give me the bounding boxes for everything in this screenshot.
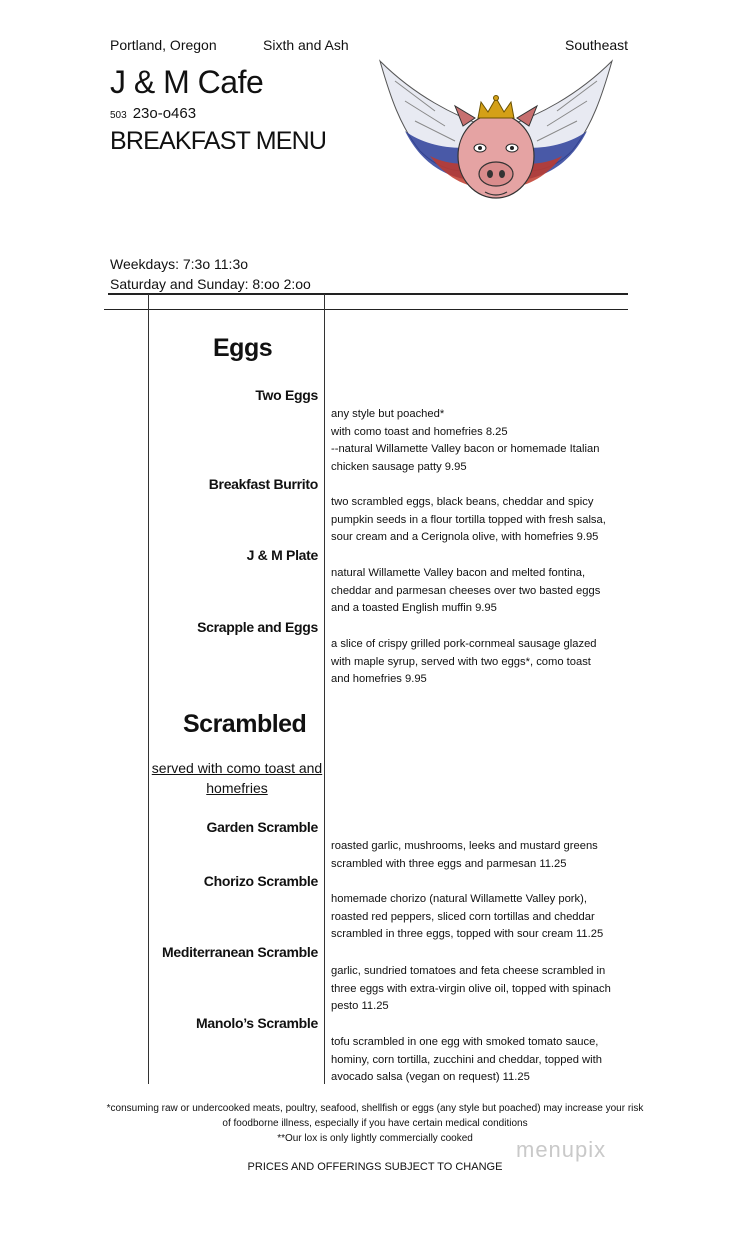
desc-line: garlic, sundried tomatoes and feta cheese scrambled in: [331, 965, 606, 977]
disclaimer-line: of foodborne illness, especially if you have certain medical conditions: [222, 1118, 528, 1129]
desc-line: pesto 11.25: [331, 1000, 389, 1012]
crown-icon: [478, 96, 514, 119]
phone-area-code: 503: [110, 110, 127, 121]
menu-item-name: Chorizo Scramble: [203, 873, 318, 889]
desc-line: roasted garlic, mushrooms, leeks and mustard greens: [331, 840, 598, 852]
header-divider: [108, 293, 628, 295]
lox-note: **Our lox is only lightly commercially cooked: [277, 1133, 473, 1144]
desc-line: any style but poached*: [331, 408, 445, 420]
menu-title: BREAKFAST MENU: [110, 127, 327, 155]
menu-item-name: Garden Scramble: [206, 819, 318, 835]
desc-line: tofu scrambled in one egg with smoked tomato sauce,: [331, 1036, 599, 1048]
center-column-rule: [324, 294, 325, 1084]
menu-item-description: [331, 1034, 621, 1087]
desc-line: sour cream and a Cerignola olive, with homefries 9.95: [331, 531, 599, 543]
cafe-name: J & M Cafe: [110, 64, 264, 100]
menu-item-name: Breakfast Burrito: [208, 476, 318, 492]
menu-item-description: [331, 494, 621, 547]
menu-item-name: Manolo’s Scramble: [196, 1015, 318, 1031]
disclaimer-line: *consuming raw or undercooked meats, poultry, seafood, shellfish or eggs (any style but poached) may increase your risk: [106, 1103, 644, 1114]
flying-pig-logo: [375, 56, 617, 216]
district-label: Southeast: [565, 37, 629, 53]
menu-item-description: [331, 636, 621, 689]
menu-item-name: Mediterranean Scramble: [161, 944, 318, 960]
menu-item-name: Two Eggs: [255, 387, 318, 403]
desc-line: two scrambled eggs, black beans, cheddar and spicy: [331, 496, 594, 508]
desc-line: natural Willamette Valley bacon and melted fontina,: [331, 567, 586, 579]
prices-note: PRICES AND OFFERINGS SUBJECT TO CHANGE: [247, 1161, 503, 1173]
section-note: served with como toast and homefries: [151, 760, 323, 796]
pig-head: [455, 106, 537, 198]
left-column-rule: [148, 294, 149, 1084]
desc-line: roasted red peppers, sliced corn tortillas and cheddar: [331, 910, 595, 923]
phone-number: [110, 105, 196, 122]
menu-item-description: [331, 891, 621, 944]
menu-item-description: [331, 406, 621, 476]
desc-line: pumpkin seeds in a flour tortilla topped with fresh salsa,: [331, 513, 606, 526]
desc-line: hominy, corn tortilla, zucchini and cheddar, topped with: [331, 1053, 602, 1066]
hours-weekdays: Weekdays: 7:3o 11:3o: [110, 256, 249, 272]
desc-line: --natural Willamette Valley bacon or homemade Italian: [331, 443, 600, 455]
menu-item-name: Scrapple and Eggs: [197, 619, 318, 635]
street-label: Sixth and Ash: [263, 37, 349, 53]
watermark: menupix: [516, 1137, 607, 1162]
desc-line: and homefries 9.95: [331, 673, 427, 685]
desc-line: cheddar and parmesan cheeses over two basted eggs: [331, 584, 601, 597]
phone-digits: 23o-o463: [132, 105, 197, 122]
desc-line: with como toast and homefries 8.25: [331, 425, 508, 438]
desc-line: with maple syrup, served with two eggs*, como toast: [331, 655, 591, 668]
menu-item-description: [331, 565, 621, 618]
desc-line: a slice of crispy grilled pork-cornmeal sausage glazed: [331, 638, 597, 650]
desc-line: three eggs with extra-virgin olive oil, topped with spinach: [331, 982, 611, 995]
hours-weekend: Saturday and Sunday: 8:oo 2:oo: [110, 276, 311, 292]
desc-line: avocado salsa (vegan on request) 11.25: [331, 1071, 530, 1083]
menu-item-description: [331, 838, 621, 873]
section-title-eggs: Eggs: [213, 334, 273, 362]
desc-line: and a toasted English muffin 9.95: [331, 602, 497, 614]
section-title-scrambled: Scrambled: [183, 710, 307, 738]
menu-item-name: J & M Plate: [246, 547, 318, 563]
menu-item-description: [331, 963, 621, 1016]
desc-line: chicken sausage patty 9.95: [331, 460, 467, 473]
desc-line: homemade chorizo (natural Willamette Valley pork),: [331, 893, 587, 905]
city-label: Portland, Oregon: [110, 37, 217, 53]
desc-line: scrambled with three eggs and parmesan 11.25: [331, 857, 567, 870]
desc-line: scrambled in three eggs, topped with sour cream 11.25: [331, 928, 604, 940]
table-top-rule: [104, 309, 628, 310]
